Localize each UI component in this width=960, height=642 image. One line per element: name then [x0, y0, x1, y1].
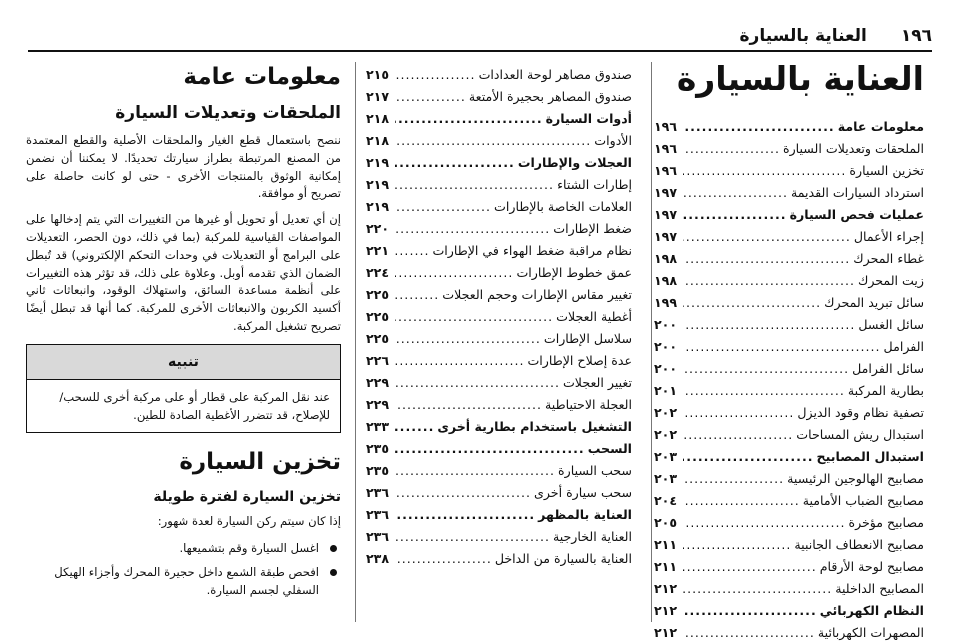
- toc-entry-page: ٢٣٥: [366, 441, 390, 456]
- toc-leader-dots: [683, 314, 855, 336]
- toc-entry-page: ٢٠٠: [654, 361, 678, 376]
- toc-entry-page: ٢٣٨: [366, 551, 390, 566]
- toc-entry-page: ١٩٧: [654, 185, 678, 200]
- toc-leader-dots: [395, 416, 434, 438]
- toc-entry-label: مصابيح الهالوجين الرئيسية: [787, 471, 924, 486]
- toc-entry-label: العناية الخارجية: [552, 529, 632, 544]
- toc-leader-dots: [683, 600, 817, 622]
- toc-entry-page: ١٩٨: [654, 251, 678, 266]
- toc-leader-dots: [395, 218, 550, 240]
- toc-entry-page: ٢٠٤: [654, 493, 678, 508]
- toc-leader-dots: [395, 350, 524, 372]
- toc-entry-page: ٢١٢: [654, 581, 678, 596]
- toc-entry-page: ١٩٦: [654, 119, 678, 134]
- storage-bullet-list: [26, 539, 341, 599]
- bullet-dot-icon: [330, 545, 337, 552]
- toc-entry-label: العجلات والإطارات: [517, 155, 632, 170]
- toc-leader-dots: [395, 152, 515, 174]
- toc-leader-dots: [395, 174, 554, 196]
- toc-entry-label: صندوق المصاهر بحجيرة الأمتعة: [468, 89, 632, 104]
- bullet-text: افحص طبقة الشمع داخل حجيرة المحرك وأجزاء الهيكل السفلي لجسم السيارة.: [54, 564, 319, 597]
- storage-heading: تخزين السيارة: [179, 448, 341, 475]
- toc-leader-dots: [395, 438, 585, 460]
- toc-entry: [366, 526, 632, 548]
- toc-entry-label: عدة إصلاح الإطارات: [527, 353, 632, 368]
- toc-entry-label: سائل الفرامل: [852, 361, 924, 376]
- column-divider-right: [651, 62, 652, 622]
- notice-body: عند نقل المركبة على قطار أو على مركبة أخرى للسحب/للإصلاح، قد تتضرر الأغطية الصادة للطين.: [59, 389, 330, 422]
- toc-entry-page: ٢١٢: [654, 625, 678, 640]
- toc-leader-dots: [683, 578, 832, 600]
- toc-entry-page: ٢١٩: [366, 155, 390, 170]
- toc-entry-page: ٢١٩: [366, 177, 390, 192]
- toc-entry-label: بطارية المركبة: [847, 383, 924, 398]
- toc-section-entry: [366, 416, 632, 438]
- toc-entry-label: عمق خطوط الإطارات: [516, 265, 632, 280]
- toc-section-entry: [366, 108, 632, 130]
- toc-leader-dots: [683, 446, 814, 468]
- toc-entry-page: ٢٠٣: [654, 471, 678, 486]
- toc-leader-dots: [395, 372, 560, 394]
- toc-leader-dots: [395, 548, 492, 570]
- toc-entry-page: ٢٠١: [654, 383, 678, 398]
- toc-entry: [654, 248, 924, 270]
- toc-entry-label: الأدوات: [594, 133, 632, 148]
- toc-section-entry: [654, 446, 924, 468]
- toc-leader-dots: [683, 248, 850, 270]
- toc-entry-label: غطاء المحرك: [853, 251, 924, 266]
- toc-entry-label: إجراء الأعمال: [853, 229, 924, 244]
- toc-entry: [654, 556, 924, 578]
- toc-section-entry: [654, 116, 924, 138]
- toc-entry: [654, 578, 924, 600]
- toc-leader-dots: [683, 226, 851, 248]
- column-divider-left: [355, 62, 356, 622]
- toc-leader-dots: [683, 512, 845, 534]
- toc-entry-page: ٢٢٦: [366, 353, 390, 368]
- toc-entry-label: معلومات عامة: [837, 119, 924, 134]
- toc-entry: [366, 394, 632, 416]
- toc-leader-dots: [683, 490, 800, 512]
- toc-leader-dots: [395, 394, 542, 416]
- toc-entry-page: ١٩٧: [654, 207, 678, 222]
- toc-entry: [366, 482, 632, 504]
- toc-entry-page: ٢٢٥: [366, 331, 390, 346]
- page-number: ١٩٦: [900, 26, 932, 46]
- toc-entry-page: ١٩٨: [654, 273, 678, 288]
- toc-entry: [654, 314, 924, 336]
- toc-entry-page: ٢٢٥: [366, 309, 390, 324]
- toc-section-entry: [366, 438, 632, 460]
- toc-entry-label: مصابيح لوحة الأرقام: [819, 559, 924, 574]
- toc-entry-label: ضغط الإطارات: [553, 221, 632, 236]
- bullet-item: [26, 539, 341, 557]
- toc-entry-label: استبدال ريش المساحات: [796, 427, 924, 442]
- toc-entry: [654, 512, 924, 534]
- toc-entry-page: ٢١٩: [366, 199, 390, 214]
- toc-entry-page: ٢١٢: [654, 603, 678, 618]
- toc-entry-page: ١٩٦: [654, 163, 678, 178]
- toc-entry-page: ١٩٦: [654, 141, 678, 156]
- toc-leader-dots: [395, 482, 531, 504]
- toc-entry-label: الملحقات وتعديلات السيارة: [782, 141, 924, 156]
- toc-entry-label: مصابيح مؤخرة: [848, 515, 924, 530]
- toc-entry-page: ٢٠٥: [654, 515, 678, 530]
- toc-entry: [366, 174, 632, 196]
- toc-leader-dots: [395, 460, 555, 482]
- bullet-item: [26, 563, 341, 599]
- toc-entry-page: ٢٢٤: [366, 265, 390, 280]
- toc-entry: [366, 262, 632, 284]
- toc-entry-label: التشغيل باستخدام بطارية أخرى: [437, 419, 632, 434]
- toc-entry-label: سحب سيارة أخرى: [533, 485, 632, 500]
- toc-entry-label: العناية بالمظهر: [538, 507, 632, 522]
- toc-entry-label: صندوق مصاهر لوحة العدادات: [478, 67, 632, 82]
- toc-entry-label: استبدال المصابيح: [816, 449, 924, 464]
- notice-box: [26, 344, 341, 433]
- toc-entry: [654, 402, 924, 424]
- toc-entry: [654, 622, 924, 642]
- toc-entry-page: ٢١٧: [366, 89, 390, 104]
- chapter-title: العناية بالسيارة: [739, 26, 867, 46]
- toc-entry-page: ٢٠٠: [654, 317, 678, 332]
- toc-leader-dots: [683, 380, 845, 402]
- toc-entry-label: سحب السيارة: [558, 463, 632, 478]
- toc-entry-page: ٢٢٩: [366, 375, 390, 390]
- toc-entry-page: ٢١٨: [366, 111, 390, 126]
- toc-entry-label: مصابيح الضباب الأمامية: [802, 493, 924, 508]
- bullet-dot-icon: [330, 569, 337, 576]
- toc-entry-page: ٢١٨: [366, 133, 390, 148]
- toc-section-entry: [654, 600, 924, 622]
- toc-entry-label: النظام الكهربائي: [819, 603, 924, 618]
- toc-leader-dots: [683, 336, 881, 358]
- toc-leader-dots: [683, 358, 849, 380]
- longterm-intro: إذا كان سيتم ركن السيارة لعدة شهور:: [157, 513, 341, 528]
- toc-column-middle: [366, 64, 632, 570]
- toc-leader-dots: [683, 556, 817, 578]
- toc-entry: [654, 226, 924, 248]
- toc-entry: [366, 460, 632, 482]
- toc-entry-page: ٢٠٣: [654, 449, 678, 464]
- toc-entry-label: زيت المحرك: [857, 273, 924, 288]
- toc-leader-dots: [395, 526, 550, 548]
- toc-entry: [654, 468, 924, 490]
- toc-leader-dots: [683, 116, 835, 138]
- toc-list-middle: [366, 64, 632, 570]
- toc-leader-dots: [683, 270, 855, 292]
- toc-leader-dots: [683, 182, 788, 204]
- toc-entry-label: العجلة الاحتياطية: [545, 397, 632, 412]
- toc-entry: [366, 548, 632, 570]
- toc-entry: [366, 240, 632, 262]
- toc-entry: [366, 328, 632, 350]
- toc-section-entry: [366, 504, 632, 526]
- toc-leader-dots: [395, 262, 513, 284]
- bullet-text: اغسل السيارة وقم بتشميعها.: [179, 540, 319, 555]
- toc-entry-label: تغيير مقاس الإطارات وحجم العجلات: [442, 287, 632, 302]
- toc-entry-page: ١٩٧: [654, 229, 678, 244]
- toc-entry-label: العناية بالسيارة من الداخل: [494, 551, 632, 566]
- toc-entry-page: ٢٢٩: [366, 397, 390, 412]
- toc-entry-label: أغطية العجلات: [556, 309, 632, 324]
- toc-entry-page: ٢٢٥: [366, 287, 390, 302]
- toc-entry: [366, 196, 632, 218]
- toc-column-right: [654, 60, 924, 642]
- toc-entry: [654, 160, 924, 182]
- toc-entry: [366, 218, 632, 240]
- toc-entry-label: المصهرات الكهربائية: [817, 625, 924, 640]
- accessories-heading: الملحقات وتعديلات السيارة: [115, 103, 341, 123]
- toc-entry-page: ٢٣٦: [366, 529, 390, 544]
- toc-entry-page: ٢٢٠: [366, 221, 390, 236]
- general-info-heading: معلومات عامة: [183, 64, 341, 90]
- header-rule: [28, 50, 932, 52]
- toc-entry: [366, 284, 632, 306]
- accessories-paragraph-1: ننصح باستعمال قطع الغيار والملحقات الأصلية والقطع المعتمدة من المصنع المرتبطة بطراز سيارتك تحديدًا. لا يمكننا أن نضمن إمكانية الوثوق بالمنتجات الأخرى - حتى لو كانت حاصلة على تصريح أو موافقة.: [26, 133, 341, 201]
- toc-leader-dots: [683, 292, 821, 314]
- toc-entry-label: تغيير العجلات: [562, 375, 632, 390]
- toc-leader-dots: [395, 306, 553, 328]
- toc-entry-page: ٢١٥: [366, 67, 390, 82]
- toc-entry: [366, 130, 632, 152]
- toc-entry-page: ٢٠٢: [654, 427, 678, 442]
- toc-section-entry: [366, 152, 632, 174]
- toc-entry: [654, 182, 924, 204]
- toc-entry-label: العلامات الخاصة بالإطارات: [494, 199, 632, 214]
- longterm-storage-heading: تخزين السيارة لفترة طويلة: [153, 488, 341, 505]
- toc-entry-page: ٢١١: [654, 537, 678, 552]
- toc-entry-page: ٢٢١: [366, 243, 390, 258]
- toc-entry-label: تخزين السيارة: [849, 163, 924, 178]
- toc-leader-dots: [395, 284, 439, 306]
- toc-section-entry: [654, 204, 924, 226]
- toc-entry-label: تصفية نظام وقود الديزل: [797, 405, 924, 420]
- toc-leader-dots: [683, 622, 815, 642]
- page-header: [28, 22, 932, 50]
- toc-leader-dots: [683, 424, 793, 446]
- toc-entry-label: إطارات الشتاء: [557, 177, 632, 192]
- section-title: العناية بالسيارة: [676, 59, 924, 98]
- toc-entry: [366, 306, 632, 328]
- toc-entry: [654, 380, 924, 402]
- toc-entry: [654, 490, 924, 512]
- toc-entry: [654, 292, 924, 314]
- toc-leader-dots: [395, 86, 466, 108]
- toc-entry-label: السحب: [587, 441, 632, 456]
- toc-entry-page: ٢٠٠: [654, 339, 678, 354]
- toc-leader-dots: [395, 196, 491, 218]
- toc-leader-dots: [683, 160, 846, 182]
- toc-entry-page: ١٩٩: [654, 295, 678, 310]
- toc-leader-dots: [395, 328, 541, 350]
- accessories-paragraph-2: إن أي تعديل أو تحويل أو غيرها من التغييرات التي يتم إدخالها على المواصفات القياسية للمركبة (بما في ذلك، دون الحصر، التعديلات على البرامج أو التعديلات في وحدات التحكم الإلكتروني) قد تُبطل الضمان الذي تقدمه أوبل. وعلاوة على ذلك، قد تؤثر هذه التغييرات على أنظمة مساعدة السائق، واستهلاك الوقود، وانبعاثات ثاني أكسيد الكربون والانبعاثات الأخرى للمركبة. كما أنها قد تبطل أيضًا تصريح تشغيل المركبة.: [26, 212, 341, 333]
- toc-leader-dots: [683, 534, 791, 556]
- toc-entry: [654, 336, 924, 358]
- toc-leader-dots: [395, 240, 429, 262]
- toc-entry: [366, 372, 632, 394]
- toc-entry-page: ٢٣٣: [366, 419, 390, 434]
- toc-entry-label: استرداد السيارات القديمة: [790, 185, 924, 200]
- toc-entry: [366, 86, 632, 108]
- toc-leader-dots: [683, 468, 784, 490]
- toc-entry-page: ٢٣٦: [366, 485, 390, 500]
- toc-entry-label: أدوات السيارة: [545, 111, 632, 126]
- toc-entry-page: ٢١١: [654, 559, 678, 574]
- toc-entry-label: سائل تبريد المحرك: [824, 295, 924, 310]
- toc-leader-dots: [395, 130, 591, 152]
- toc-entry: [366, 64, 632, 86]
- toc-entry: [654, 424, 924, 446]
- text-column: [26, 60, 341, 605]
- toc-entry: [654, 270, 924, 292]
- notice-title: تنبيه: [27, 345, 340, 380]
- toc-entry-label: سائل الغسل: [858, 317, 924, 332]
- toc-entry-label: نظام مراقبة ضغط الهواء في الإطارات: [432, 243, 632, 258]
- toc-leader-dots: [395, 64, 476, 86]
- toc-entry-label: عمليات فحص السيارة: [789, 207, 924, 222]
- toc-entry: [654, 534, 924, 556]
- toc-entry-page: ٢٠٢: [654, 405, 678, 420]
- toc-entry-label: الفرامل: [883, 339, 924, 354]
- toc-leader-dots: [683, 138, 780, 160]
- toc-entry-label: المصابيح الداخلية: [835, 581, 924, 596]
- toc-entry-label: مصابيح الانعطاف الجانبية: [794, 537, 924, 552]
- toc-list-right: [654, 116, 924, 642]
- toc-leader-dots: [683, 402, 794, 424]
- toc-leader-dots: [395, 504, 535, 526]
- toc-entry-page: ٢٣٦: [366, 507, 390, 522]
- toc-leader-dots: [683, 204, 787, 226]
- toc-entry-label: سلاسل الإطارات: [543, 331, 632, 346]
- toc-leader-dots: [395, 108, 543, 130]
- toc-entry: [654, 138, 924, 160]
- toc-entry-page: ٢٣٥: [366, 463, 390, 478]
- toc-entry: [654, 358, 924, 380]
- toc-entry: [366, 350, 632, 372]
